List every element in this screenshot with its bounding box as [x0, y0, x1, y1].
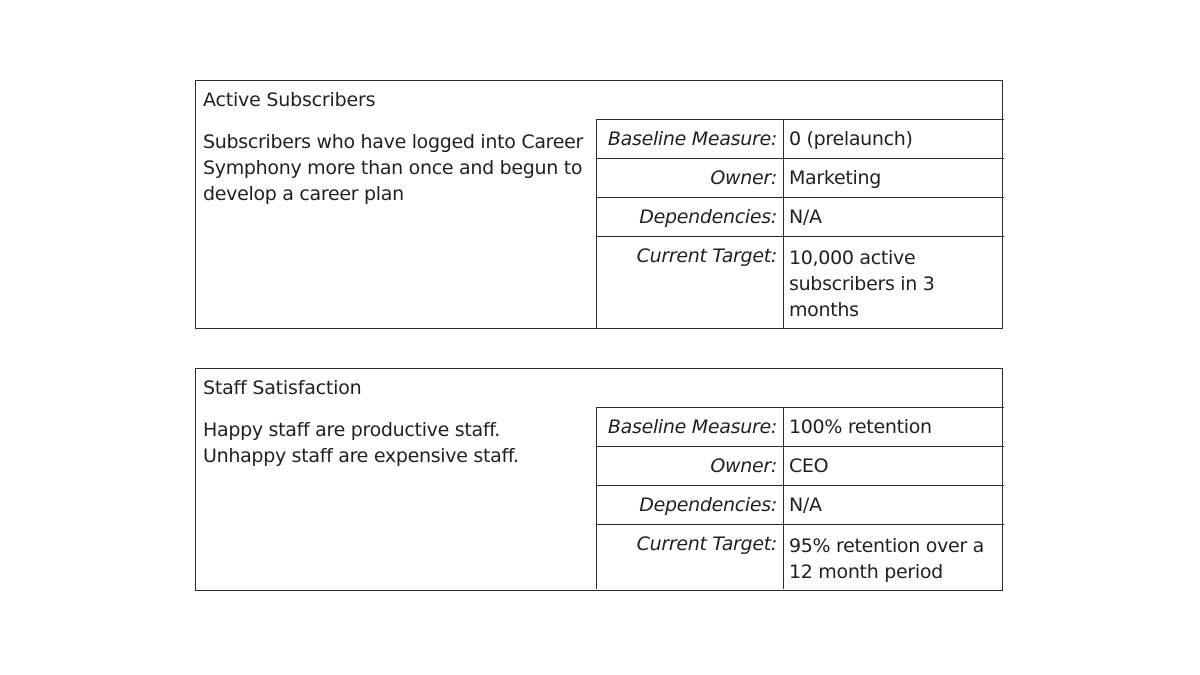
- metric-details-table: [596, 119, 1004, 328]
- baseline-measure-label: Baseline Measure:: [597, 408, 784, 447]
- baseline-measure-value: 100% retention: [783, 408, 1004, 447]
- current-target-value: 95% retention over a 12 month period: [783, 525, 1004, 589]
- owner-value: CEO: [783, 447, 1004, 486]
- metric-details-table: [596, 407, 1004, 589]
- owner-label: Owner:: [597, 159, 784, 198]
- table-row: [597, 486, 1005, 525]
- current-target-label: Current Target:: [597, 237, 784, 328]
- table-row: [597, 408, 1005, 447]
- owner-value: Marketing: [783, 159, 1004, 198]
- metric-card-active-subscribers: [195, 80, 1003, 329]
- current-target-value: 10,000 active subscribers in 3 months: [783, 237, 1004, 328]
- dependencies-label: Dependencies:: [597, 198, 784, 237]
- owner-label: Owner:: [597, 447, 784, 486]
- baseline-measure-value: 0 (prelaunch): [783, 120, 1004, 159]
- table-row: [597, 198, 1005, 237]
- dependencies-value: N/A: [783, 486, 1004, 525]
- card-title: Active Subscribers: [203, 89, 376, 111]
- table-row: [597, 120, 1005, 159]
- card-description: Happy staff are productive staff. Unhappy staff are expensive staff.: [203, 419, 519, 467]
- card-title: Staff Satisfaction: [203, 377, 362, 399]
- dependencies-label: Dependencies:: [597, 486, 784, 525]
- table-row: [597, 237, 1005, 328]
- table-row: [597, 159, 1005, 198]
- metric-card-staff-satisfaction: [195, 368, 1003, 591]
- card-description: Subscribers who have logged into Career Symphony more than once and begun to develop a career plan: [203, 131, 584, 205]
- current-target-label: Current Target:: [597, 525, 784, 589]
- table-row: [597, 525, 1005, 589]
- baseline-measure-label: Baseline Measure:: [597, 120, 784, 159]
- dependencies-value: N/A: [783, 198, 1004, 237]
- table-row: [597, 447, 1005, 486]
